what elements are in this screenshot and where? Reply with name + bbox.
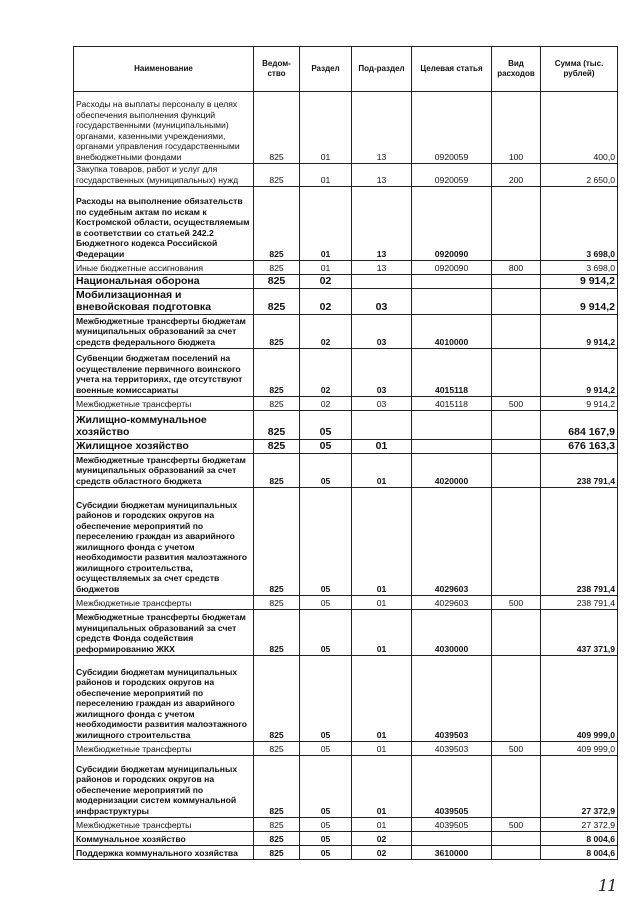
row-razdel: 01: [300, 92, 352, 164]
table-row: [74, 596, 618, 610]
row-celevaya-statya: 4029603: [412, 488, 492, 596]
row-razdel: 05: [300, 440, 352, 454]
row-celevaya-statya: 4015118: [412, 349, 492, 397]
row-celevaya-statya: 4029603: [412, 596, 492, 610]
header-razdel: Раздел: [300, 47, 352, 92]
row-summa: 676 163,3: [541, 440, 618, 454]
row-name: Межбюджетные трансферты бюджетам муниципальных образований за счет средств федерального бюджета: [74, 315, 254, 349]
row-name: Мобилизационная и вневойсковая подготовка: [74, 289, 254, 315]
row-summa: 238 791,4: [541, 454, 618, 488]
row-vid-rashodov: [492, 187, 541, 261]
row-vid-rashodov: [492, 656, 541, 742]
row-summa: 27 372,9: [541, 756, 618, 818]
row-celevaya-statya: [412, 275, 492, 289]
row-podrazdel: 01: [352, 818, 412, 832]
table-row: [74, 742, 618, 756]
row-celevaya-statya: 0920059: [412, 164, 492, 187]
row-name: Межбюджетные трансферты бюджетам муниципальных образований за счет средств Фонда содействия реформированию ЖКХ: [74, 610, 254, 656]
row-celevaya-statya: 4039503: [412, 742, 492, 756]
table-row: [74, 275, 618, 289]
row-summa: 238 791,4: [541, 596, 618, 610]
row-name: Иные бюджетные ассигнования: [74, 261, 254, 275]
table-row: [74, 832, 618, 846]
row-vid-rashodov: 500: [492, 397, 541, 411]
row-podrazdel: 13: [352, 261, 412, 275]
row-razdel: 02: [300, 397, 352, 411]
row-name: Национальная оборона: [74, 275, 254, 289]
row-celevaya-statya: [412, 832, 492, 846]
table-row: [74, 397, 618, 411]
row-celevaya-statya: [412, 440, 492, 454]
row-celevaya-statya: 4015118: [412, 397, 492, 411]
row-name: Коммунальное хозяйство: [74, 832, 254, 846]
row-summa: 8 004,6: [541, 846, 618, 860]
row-razdel: 05: [300, 756, 352, 818]
header-summa: Сумма (тыс. рублей): [541, 47, 618, 92]
table-header-row: [74, 47, 618, 92]
row-celevaya-statya: 0920090: [412, 187, 492, 261]
row-vid-rashodov: [492, 454, 541, 488]
row-summa: 3 698,0: [541, 261, 618, 275]
row-vid-rashodov: 500: [492, 596, 541, 610]
row-vedomstvo: 825: [254, 756, 300, 818]
table-body: [74, 92, 618, 860]
row-vedomstvo: 825: [254, 440, 300, 454]
row-podrazdel: 03: [352, 349, 412, 397]
row-vid-rashodov: 500: [492, 742, 541, 756]
row-podrazdel: 13: [352, 92, 412, 164]
row-razdel: 02: [300, 349, 352, 397]
table-row: [74, 187, 618, 261]
row-celevaya-statya: 4010000: [412, 315, 492, 349]
row-name: Межбюджетные трансферты: [74, 397, 254, 411]
row-summa: 400,0: [541, 92, 618, 164]
row-vedomstvo: 825: [254, 411, 300, 440]
row-razdel: 05: [300, 596, 352, 610]
row-vedomstvo: 825: [254, 610, 300, 656]
row-podrazdel: 01: [352, 742, 412, 756]
row-podrazdel: 13: [352, 164, 412, 187]
row-summa: 9 914,2: [541, 315, 618, 349]
row-podrazdel: 01: [352, 756, 412, 818]
row-razdel: 05: [300, 488, 352, 596]
row-name: Межбюджетные трансферты: [74, 742, 254, 756]
row-podrazdel: 03: [352, 315, 412, 349]
row-name: Субвенции бюджетам поселений на осуществление первичного воинского учета на территориях, где отсутствуют военные комиссариаты: [74, 349, 254, 397]
row-podrazdel: 02: [352, 832, 412, 846]
row-celevaya-statya: 4030000: [412, 610, 492, 656]
row-summa: 27 372,9: [541, 818, 618, 832]
table-row: [74, 488, 618, 596]
page-number-mark: 11: [598, 876, 617, 895]
row-name: Поддержка коммунального хозяйства: [74, 846, 254, 860]
table-row: [74, 440, 618, 454]
row-name: Межбюджетные трансферты бюджетам муниципальных образований за счет средств областного бюджета: [74, 454, 254, 488]
row-name: Субсидии бюджетам муниципальных районов и городских округов на обеспечение мероприятий по переселению граждан из аварийного жилищного фонда с учетом необходимости развития малоэтажного жилищного строительства, осуществляемых за счет средств бюджетов: [74, 488, 254, 596]
row-podrazdel: [352, 411, 412, 440]
header-name: Наименование: [74, 47, 254, 92]
row-razdel: 01: [300, 164, 352, 187]
row-podrazdel: 01: [352, 440, 412, 454]
row-razdel: 05: [300, 411, 352, 440]
row-celevaya-statya: 0920090: [412, 261, 492, 275]
row-summa: 8 004,6: [541, 832, 618, 846]
row-vid-rashodov: 800: [492, 261, 541, 275]
row-vid-rashodov: [492, 846, 541, 860]
row-vid-rashodov: [492, 756, 541, 818]
row-podrazdel: 01: [352, 656, 412, 742]
row-vid-rashodov: [492, 832, 541, 846]
row-razdel: 02: [300, 275, 352, 289]
row-celevaya-statya: 0920059: [412, 92, 492, 164]
row-vid-rashodov: [492, 488, 541, 596]
row-vedomstvo: 825: [254, 349, 300, 397]
table-row: [74, 818, 618, 832]
row-celevaya-statya: [412, 411, 492, 440]
row-celevaya-statya: 4039505: [412, 818, 492, 832]
table-row: [74, 411, 618, 440]
row-podrazdel: 01: [352, 454, 412, 488]
table-row: [74, 289, 618, 315]
table-row: [74, 315, 618, 349]
header-vid-rashodov: Вид расходов: [492, 47, 541, 92]
row-razdel: 05: [300, 846, 352, 860]
table-row: [74, 756, 618, 818]
row-celevaya-statya: 4039503: [412, 656, 492, 742]
row-podrazdel: 01: [352, 610, 412, 656]
row-razdel: 05: [300, 818, 352, 832]
header-celevaya-statya: Целевая статья: [412, 47, 492, 92]
row-name: Расходы на выполнение обязательств по судебным актам по искам к Костромской области, осуществляемым в соответствии со статьей 242.2 Бюджетного кодекса Российской Федерации: [74, 187, 254, 261]
table-row: [74, 164, 618, 187]
row-celevaya-statya: [412, 289, 492, 315]
row-vid-rashodov: 100: [492, 92, 541, 164]
row-summa: 9 914,2: [541, 275, 618, 289]
row-podrazdel: 02: [352, 846, 412, 860]
row-name: Жилищно-коммунальное хозяйство: [74, 411, 254, 440]
row-celevaya-statya: 4039505: [412, 756, 492, 818]
row-summa: 2 650,0: [541, 164, 618, 187]
row-vid-rashodov: [492, 315, 541, 349]
row-vedomstvo: 825: [254, 275, 300, 289]
row-summa: 9 914,2: [541, 349, 618, 397]
table-row: [74, 610, 618, 656]
table-row: [74, 92, 618, 164]
row-summa: 409 999,0: [541, 656, 618, 742]
row-celevaya-statya: 3610000: [412, 846, 492, 860]
row-celevaya-statya: 4020000: [412, 454, 492, 488]
budget-table: [73, 46, 618, 860]
row-summa: 409 999,0: [541, 742, 618, 756]
row-vedomstvo: 825: [254, 832, 300, 846]
row-vid-rashodov: [492, 610, 541, 656]
row-razdel: 02: [300, 315, 352, 349]
row-name: Межбюджетные трансферты: [74, 596, 254, 610]
row-razdel: 05: [300, 454, 352, 488]
row-summa: 3 698,0: [541, 187, 618, 261]
row-vedomstvo: 825: [254, 454, 300, 488]
row-vid-rashodov: [492, 349, 541, 397]
header-vedomstvo: Ведом-ство: [254, 47, 300, 92]
row-razdel: 05: [300, 742, 352, 756]
row-name: Межбюджетные трансферты: [74, 818, 254, 832]
row-vedomstvo: 825: [254, 846, 300, 860]
row-name: Субсидии бюджетам муниципальных районов и городских округов на обеспечение мероприятий по переселению граждан из аварийного жилищного фонда с учетом необходимости развития малоэтажного жилищного строительства: [74, 656, 254, 742]
row-vedomstvo: 825: [254, 397, 300, 411]
row-summa: 238 791,4: [541, 488, 618, 596]
row-vedomstvo: 825: [254, 289, 300, 315]
row-razdel: 01: [300, 187, 352, 261]
row-podrazdel: 01: [352, 488, 412, 596]
row-summa: 684 167,9: [541, 411, 618, 440]
row-razdel: 05: [300, 832, 352, 846]
row-vedomstvo: 825: [254, 742, 300, 756]
row-razdel: 05: [300, 656, 352, 742]
table-row: [74, 846, 618, 860]
row-vid-rashodov: [492, 440, 541, 454]
row-vedomstvo: 825: [254, 818, 300, 832]
row-vid-rashodov: [492, 411, 541, 440]
row-vedomstvo: 825: [254, 92, 300, 164]
row-name: Жилищное хозяйство: [74, 440, 254, 454]
row-vedomstvo: 825: [254, 187, 300, 261]
row-vedomstvo: 825: [254, 164, 300, 187]
row-vedomstvo: 825: [254, 261, 300, 275]
row-vid-rashodov: 200: [492, 164, 541, 187]
row-name: Расходы на выплаты персоналу в целях обеспечения выполнения функций государственными (муниципальными) органами, казенными учреждениями, органами управления государственными внебюджетными фондами: [74, 92, 254, 164]
row-vid-rashodov: [492, 289, 541, 315]
row-podrazdel: 13: [352, 187, 412, 261]
row-vedomstvo: 825: [254, 656, 300, 742]
table-row: [74, 656, 618, 742]
row-vedomstvo: 825: [254, 488, 300, 596]
header-podrazdel: Под-раздел: [352, 47, 412, 92]
row-vedomstvo: 825: [254, 315, 300, 349]
table-row: [74, 349, 618, 397]
row-name: Закупка товаров, работ и услуг для государственных (муниципальных) нужд: [74, 164, 254, 187]
row-vid-rashodov: 500: [492, 818, 541, 832]
table-row: [74, 261, 618, 275]
row-summa: 9 914,2: [541, 289, 618, 315]
row-razdel: 01: [300, 261, 352, 275]
row-vid-rashodov: [492, 275, 541, 289]
row-vedomstvo: 825: [254, 596, 300, 610]
row-razdel: 02: [300, 289, 352, 315]
row-summa: 9 914,2: [541, 397, 618, 411]
row-razdel: 05: [300, 610, 352, 656]
row-podrazdel: 03: [352, 397, 412, 411]
row-summa: 437 371,9: [541, 610, 618, 656]
row-podrazdel: 03: [352, 289, 412, 315]
row-podrazdel: [352, 275, 412, 289]
table-row: [74, 454, 618, 488]
row-podrazdel: 01: [352, 596, 412, 610]
row-name: Субсидии бюджетам муниципальных районов и городских округов на обеспечение мероприятий по модернизации систем коммунальной инфраструктуры: [74, 756, 254, 818]
